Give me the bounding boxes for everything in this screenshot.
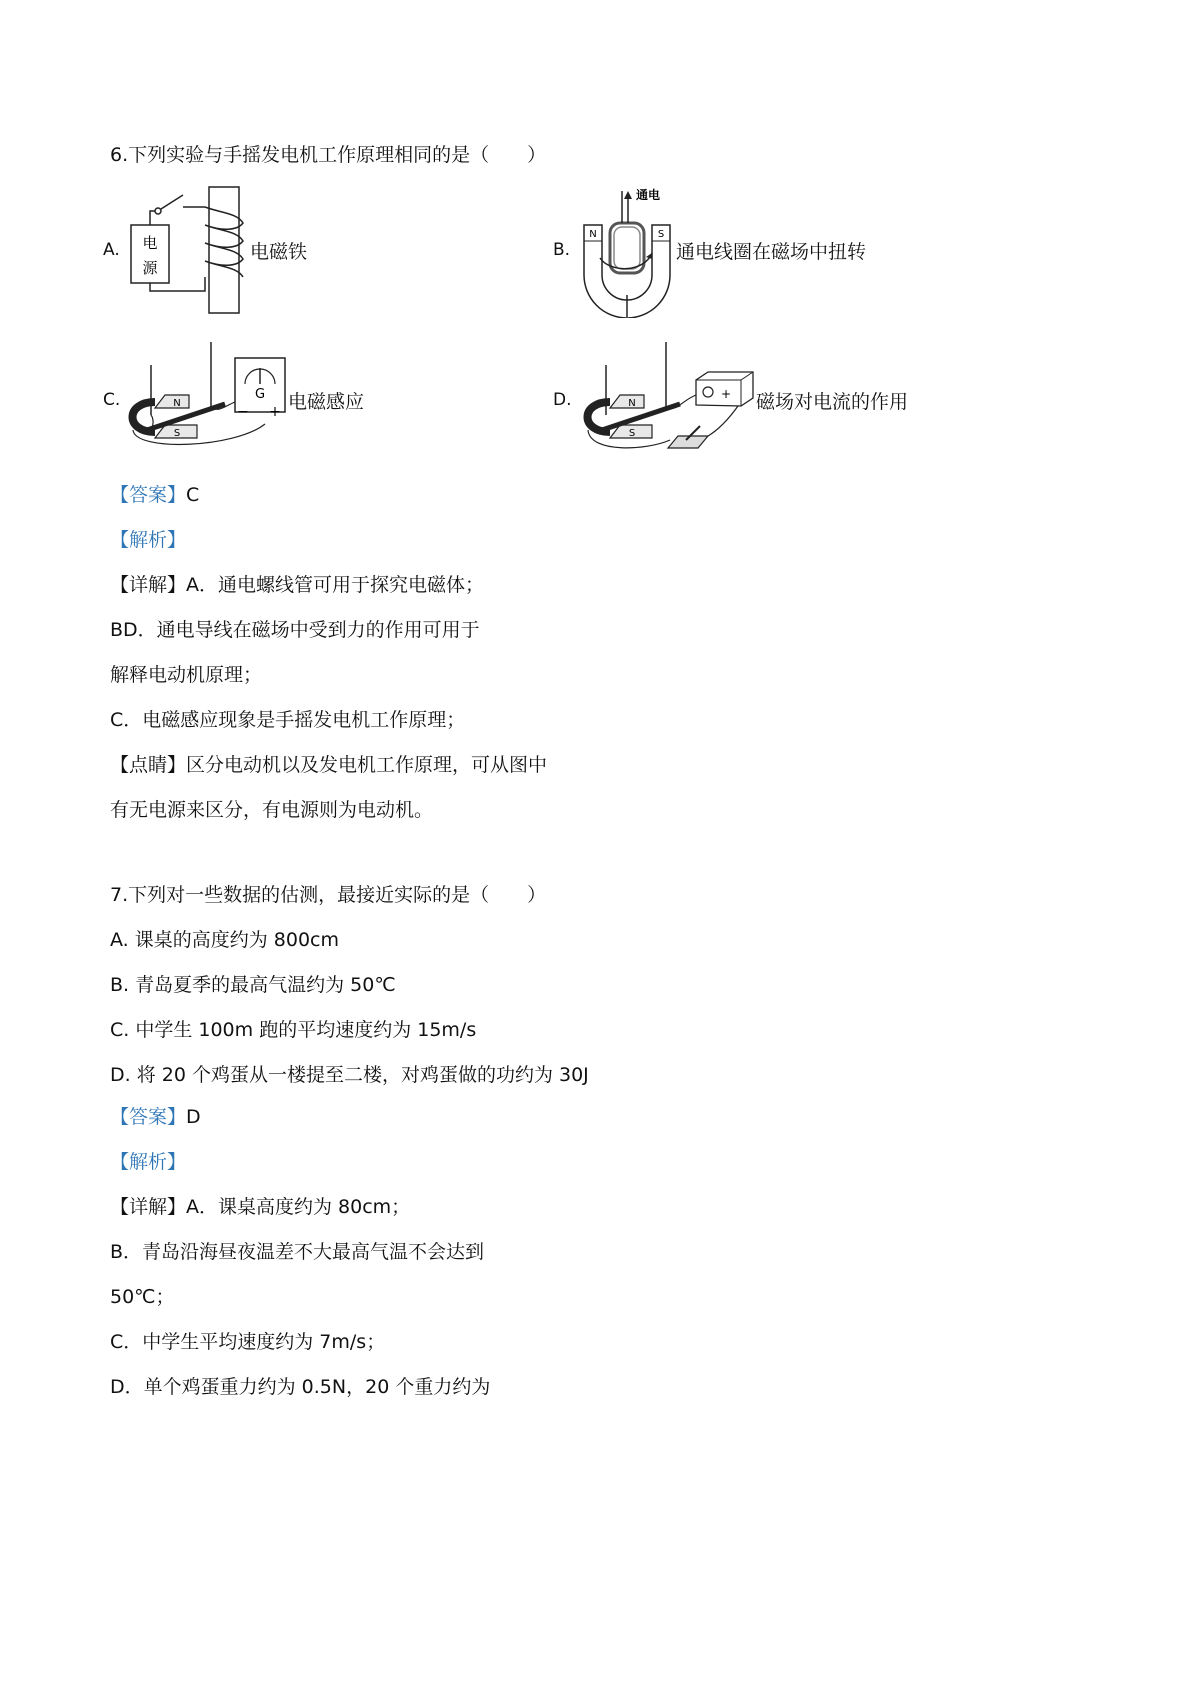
positive-terminal: + [269,404,281,420]
north-pole-label: N [589,229,597,240]
q7-detail-4: C．中学生平均速度约为 7m/s； [110,1331,386,1353]
q6-option-b-caption: 通电线圈在磁场中扭转 [676,241,867,263]
galvanometer-g-label: G [254,387,266,402]
q6-option-d-caption: 磁场对电流的作用 [756,391,909,413]
negative-terminal: − [237,404,249,420]
q6-analysis-tag: 【解析】 [110,529,187,551]
answer-tag: 【答案】 [110,1106,187,1128]
q6-answer [110,482,199,508]
force-on-current-diagram [578,340,758,460]
q7-option-b: B. 青岛夏季的最高气温约为 50℃ [110,974,396,996]
q7-detail-3: 50℃； [110,1286,175,1308]
answer-value: C [186,484,200,506]
q7-stem: 7.下列对一些数据的估测，最接近实际的是（ ） [110,884,547,906]
q6-detail-2: BD．通电导线在磁场中受到力的作用可用于 [110,619,480,641]
q6-option-a-caption: 电磁铁 [250,241,308,263]
q6-detail-1: 【详解】A．通电螺线管可用于探究电磁体； [110,574,484,596]
q7-detail-1: 【详解】A．课桌高度约为 80cm； [110,1196,411,1218]
q6-detail-4: C．电磁感应现象是手摇发电机工作原理； [110,709,466,731]
q7-answer [110,1104,201,1130]
q6-stem: 6.下列实验与手摇发电机工作原理相同的是（ ） [110,144,547,166]
answer-tag: 【答案】 [110,484,187,506]
north-pole-label-c: N [173,398,181,409]
q6-option-c-caption: 电磁感应 [288,391,365,413]
north-pole-label-d: N [628,398,636,409]
electromagnet-diagram [125,185,250,315]
q6-detail-3: 解释电动机原理； [110,664,263,686]
q6-option-a-label: A. [103,240,120,260]
q7-detail-2: B．青岛沿海昼夜温差不大最高气温不会达到 [110,1241,485,1263]
q7-analysis-tag: 【解析】 [110,1151,187,1173]
q7-option-c: C. 中学生 100m 跑的平均速度约为 15m/s [110,1019,477,1041]
q7-option-a: A. 课桌的高度约为 800cm [110,929,340,951]
q6-tip-1: 【点睛】区分电动机以及发电机工作原理，可从图中 [110,754,548,776]
q6-tip-2: 有无电源来区分，有电源则为电动机。 [110,799,434,821]
coil-in-magnet-diagram [580,183,675,318]
answer-value: D [186,1106,201,1128]
south-pole-label: S [657,229,665,240]
q7-detail-5: D．单个鸡蛋重力约为 0.5N，20 个重力约为 [110,1376,491,1398]
power-char-1: 电 [142,234,158,252]
svg-text:+: + [720,387,732,401]
q6-option-c-label: C. [103,390,121,410]
south-pole-label-c: S [173,428,181,439]
south-pole-label-d: S [628,428,636,439]
q6-option-b-label: B. [553,240,571,260]
induction-diagram [125,340,290,455]
q7-option-d: D. 将 20 个鸡蛋从一楼提至二楼，对鸡蛋做的功约为 30J [110,1064,589,1086]
q6-option-d-label: D. [553,390,572,410]
current-label: 通电 [636,188,661,202]
power-char-2: 源 [142,259,158,277]
